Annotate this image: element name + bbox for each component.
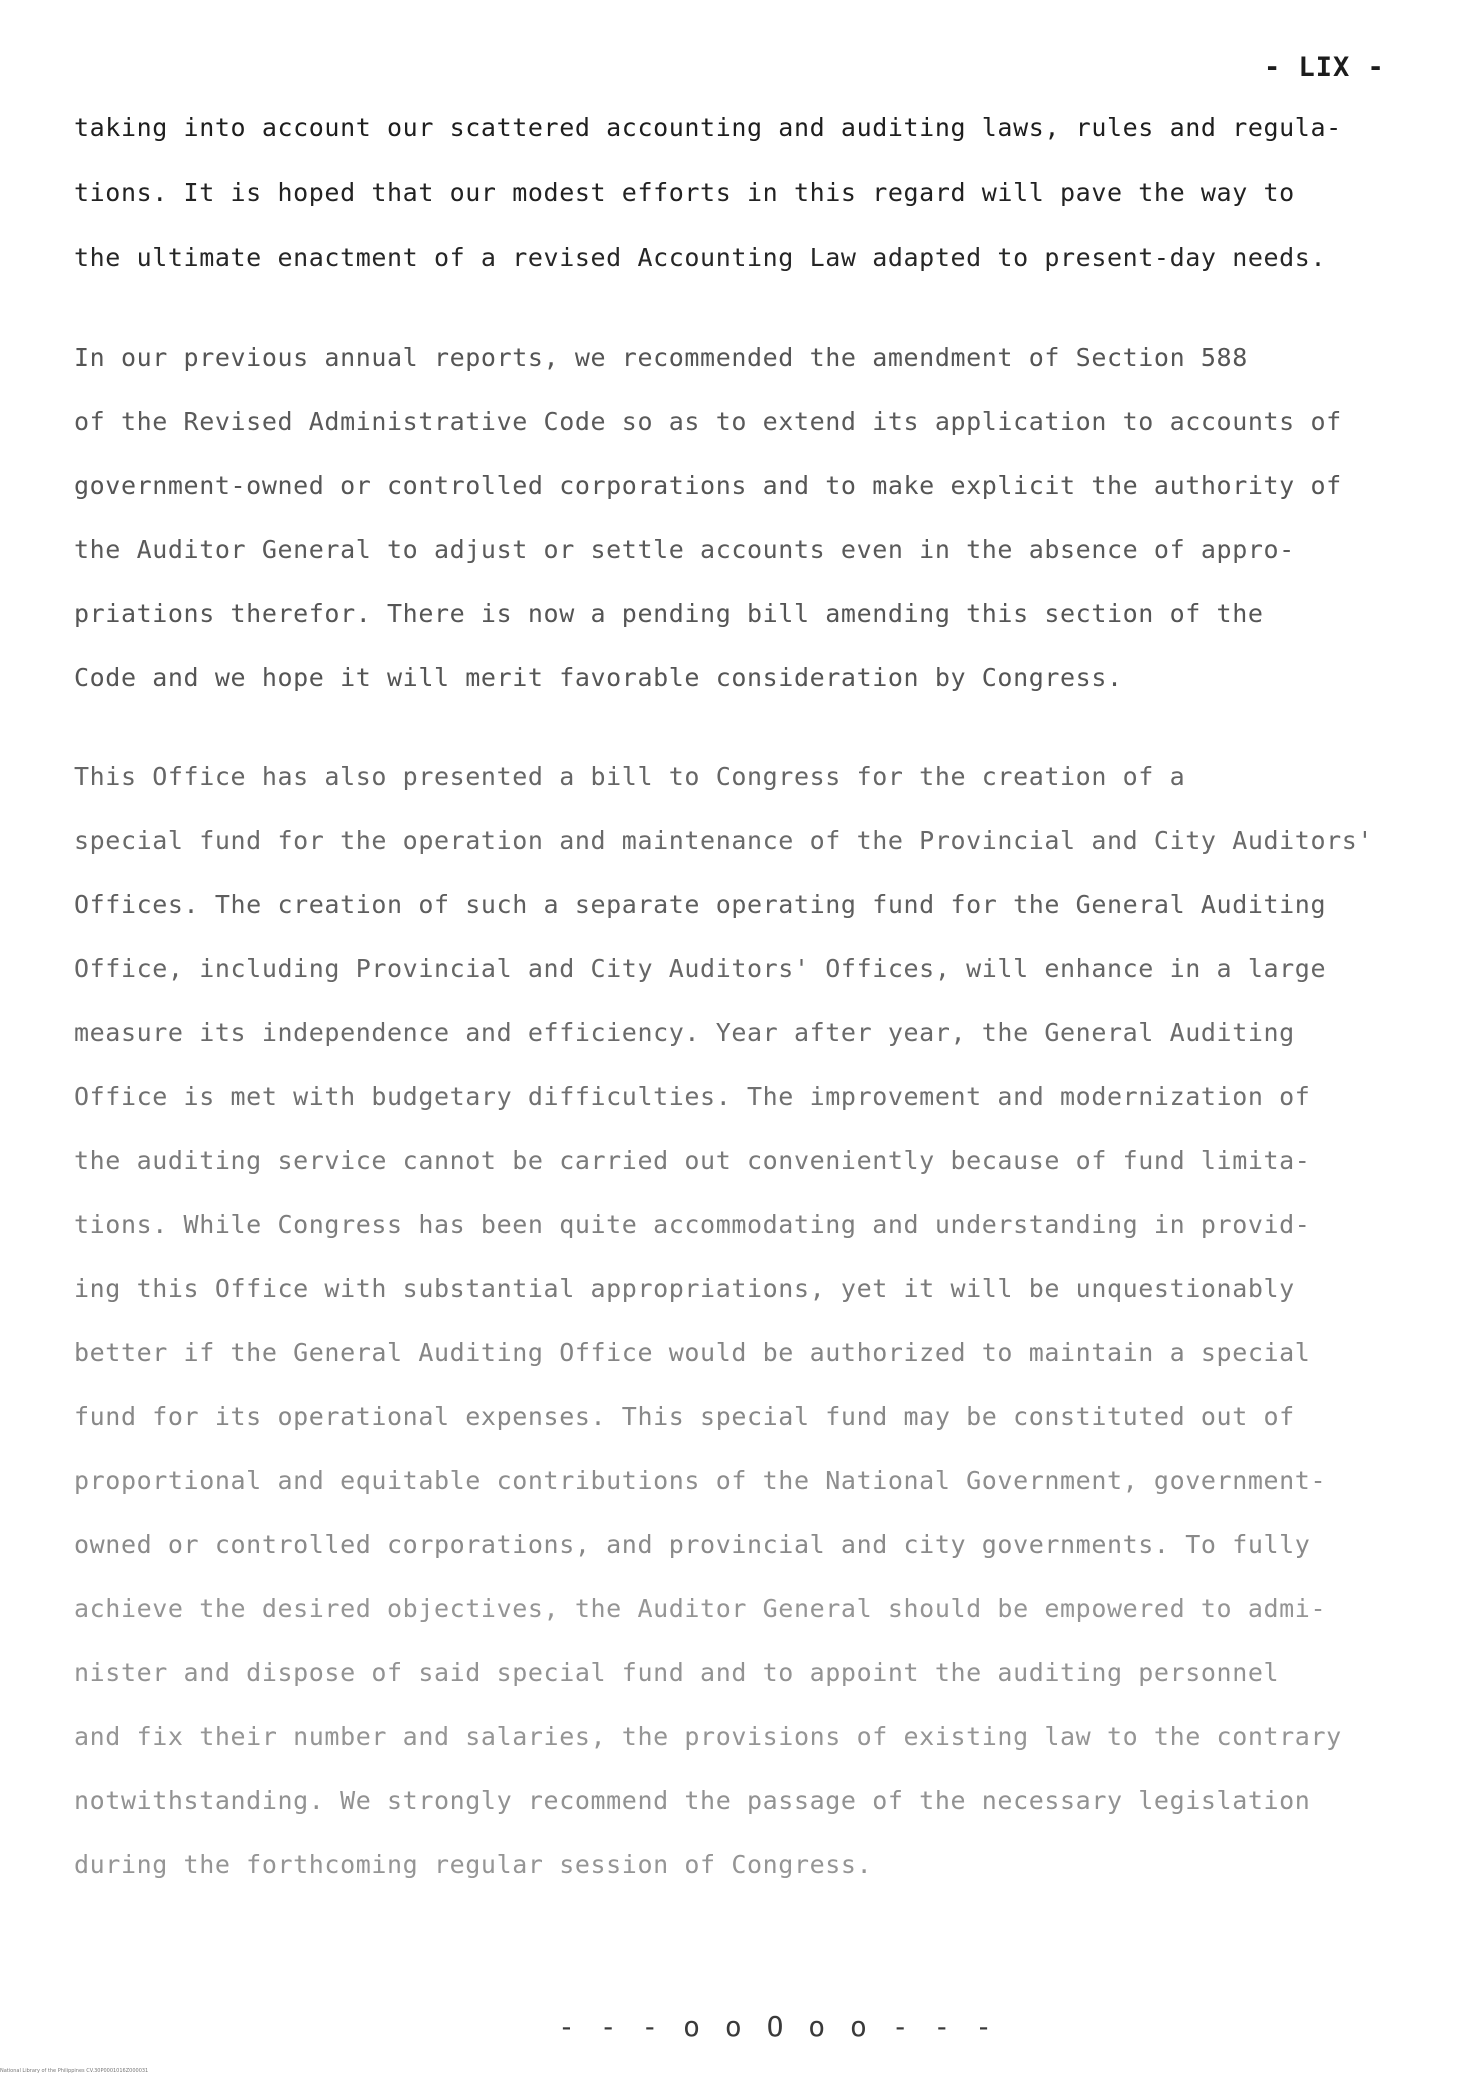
paragraph-3-line-15: nister and dispose of said special fund and to appoint the auditing personnel [74,1658,1280,1687]
paragraph-1-line-1: taking into account our scattered accounting and auditing laws, rules and regula- [74,113,1342,142]
paragraph-2-line-4: the Auditor General to adjust or settle accounts even in the absence of appro- [74,535,1295,564]
paragraph-2-line-6: Code and we hope it will merit favorable consideration by Congress. [74,663,1123,692]
paragraph-3-line-17: notwithstanding. We strongly recommend the passage of the necessary legislation [74,1786,1311,1815]
section-divider: - - - o o O o o - - - [558,2010,997,2043]
paragraph-3-line-4: Office, including Provincial and City Auditors' Offices, will enhance in a large [74,954,1327,983]
paragraph-3-line-2: special fund for the operation and maintenance of the Provincial and City Auditors' [74,826,1374,855]
paragraph-3-line-3: Offices. The creation of such a separate operating fund for the General Auditing [74,890,1327,919]
paragraph-3-line-8: tions. While Congress has been quite accommodating and understanding in provid- [74,1210,1311,1239]
paragraph-1-line-3: the ultimate enactment of a revised Accounting Law adapted to present-day needs. [74,243,1327,272]
paragraph-3-line-9: ing this Office with substantial appropriations, yet it will be unquestionably [74,1274,1295,1303]
paragraph-3-line-13: owned or controlled corporations, and provincial and city governments. To fully [74,1530,1311,1559]
paragraph-3-line-5: measure its independence and efficiency. Year after year, the General Auditing [74,1018,1295,1047]
paragraph-2-line-3: government-owned or controlled corporations and to make explicit the authority of [74,471,1342,500]
paragraph-3-line-1: This Office has also presented a bill to Congress for the creation of a [74,762,1186,791]
paragraph-2-line-5: priations therefor. There is now a pending bill amending this section of the [74,599,1264,628]
paragraph-3-line-16: and fix their number and salaries, the provisions of existing law to the contrary [74,1722,1342,1751]
paragraph-1-line-2: tions. It is hoped that our modest efforts in this regard will pave the way to [74,178,1295,207]
page-number: - LIX - [1264,52,1385,83]
paragraph-2-line-1: In our previous annual reports, we recommended the amendment of Section 588 [74,343,1248,372]
paragraph-3-line-7: the auditing service cannot be carried out conveniently because of fund limita- [74,1146,1311,1175]
paragraph-3-line-10: better if the General Auditing Office would be authorized to maintain a special [74,1338,1311,1367]
paragraph-3-line-11: fund for its operational expenses. This special fund may be constituted out of [74,1402,1295,1431]
paragraph-2-line-2: of the Revised Administrative Code so as to extend its application to accounts of [74,407,1342,436]
archive-footer-note: National Library of the Philippines CV.30P0001016Z000031 [0,2068,149,2074]
paragraph-3-line-12: proportional and equitable contributions of the National Government, government- [74,1466,1327,1495]
paragraph-3-line-18: during the forthcoming regular session of Congress. [74,1850,873,1879]
paragraph-3-line-6: Office is met with budgetary difficulties. The improvement and modernization of [74,1082,1311,1111]
paragraph-3-line-14: achieve the desired objectives, the Auditor General should be empowered to admi- [74,1594,1327,1623]
